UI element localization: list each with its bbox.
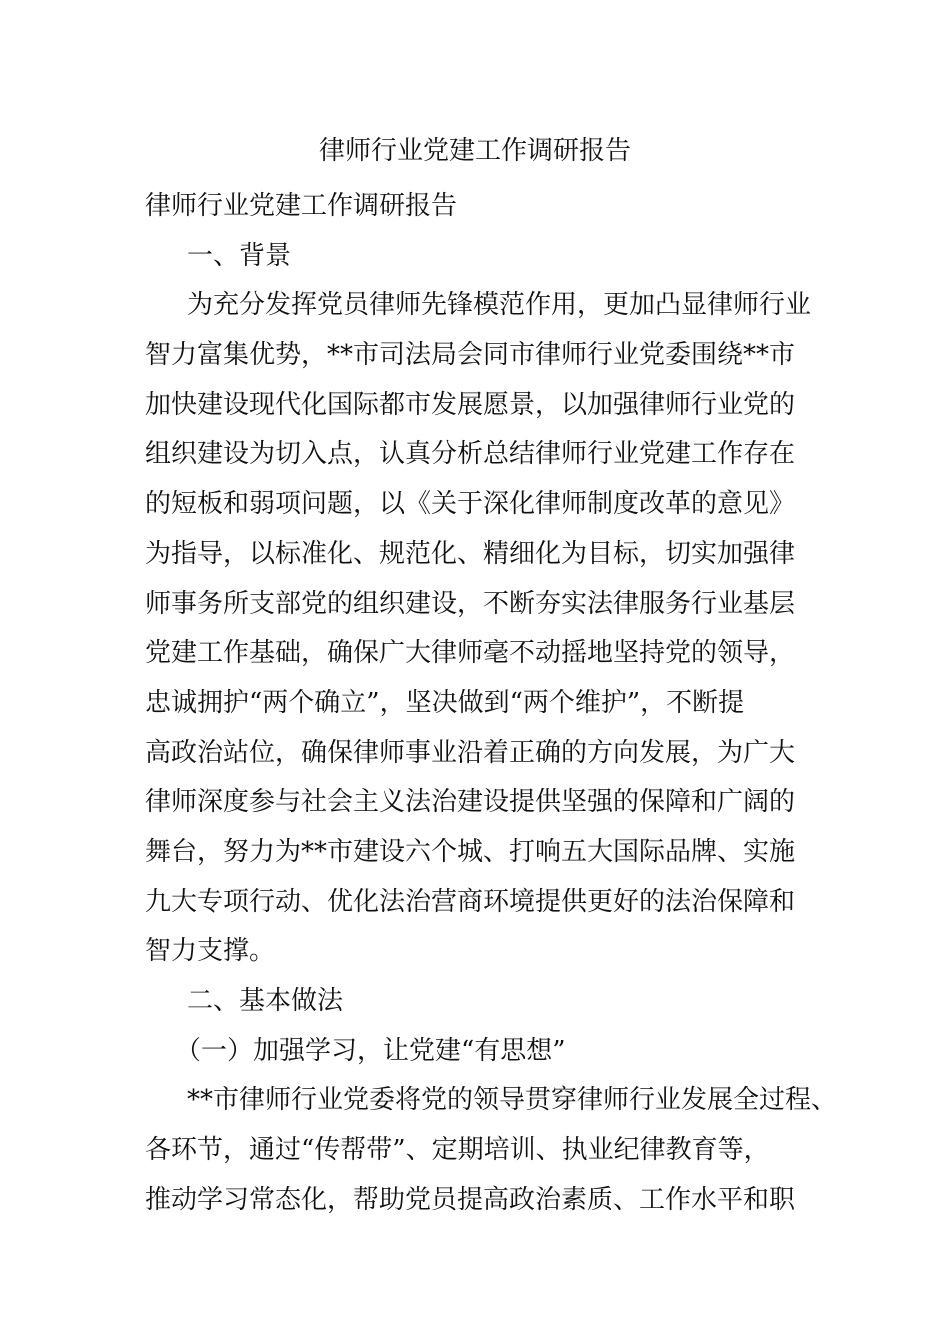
paragraph-line: **市律师行业党委将党的领导贯穿律师行业发展全过程、 <box>187 1085 838 1116</box>
section-heading-background: 一、背景 <box>187 240 292 271</box>
paragraph-line: 智力富集优势，**市司法局会同市律师行业党委围绕**市 <box>145 340 796 371</box>
paragraph-line: 的短板和弱项问题，以《关于深化律师制度改革的意见》 <box>145 489 796 520</box>
paragraph-line: 为充分发挥党员律师先锋模范作用，更加凸显律师行业 <box>187 290 812 321</box>
paragraph-line: 九大专项行动、优化法治营商环境提供更好的法治保障和 <box>145 886 796 917</box>
paragraph-line: 舞台，努力为**市建设六个城、打响五大国际品牌、实施 <box>145 836 796 867</box>
subtitle-line: 律师行业党建工作调研报告 <box>145 191 458 221</box>
document-body <box>145 182 838 1225</box>
document-title: 律师行业党建工作调研报告 <box>318 136 631 166</box>
paragraph-line: 高政治站位，确保律师事业沿着正确的方向发展，为广大 <box>145 737 796 768</box>
paragraph-line: 党建工作基础，确保广大律师毫不动摇地坚持党的领导， <box>145 638 796 669</box>
paragraph-line: 师事务所支部党的组织建设，不断夯实法律服务行业基层 <box>145 588 796 619</box>
paragraph-line: 推动学习常态化，帮助党员提高政治素质、工作水平和职 <box>145 1184 796 1215</box>
section-heading-practices: 二、基本做法 <box>187 986 344 1016</box>
paragraph-line: 加快建设现代化国际都市发展愿景，以加强律师行业党的 <box>145 389 796 420</box>
paragraph-line: 为指导，以标准化、规范化、精细化为目标，切实加强律 <box>145 538 796 569</box>
subsection-heading: （一）加强学习，让党建“有思想” <box>175 1035 566 1066</box>
paragraph-line: 忠诚拥护“两个确立”，坚决做到“两个维护”，不断提 <box>145 687 745 718</box>
paragraph-line: 律师深度参与社会主义法治建设提供坚强的保障和广阔的 <box>145 787 796 818</box>
paragraph-line: 组织建设为切入点，认真分析总结律师行业党建工作存在 <box>145 439 796 470</box>
paragraph-line: 各环节，通过“传帮带”、定期培训、执业纪律教育等， <box>145 1135 770 1166</box>
paragraph-line: 智力支撑。 <box>145 936 276 967</box>
